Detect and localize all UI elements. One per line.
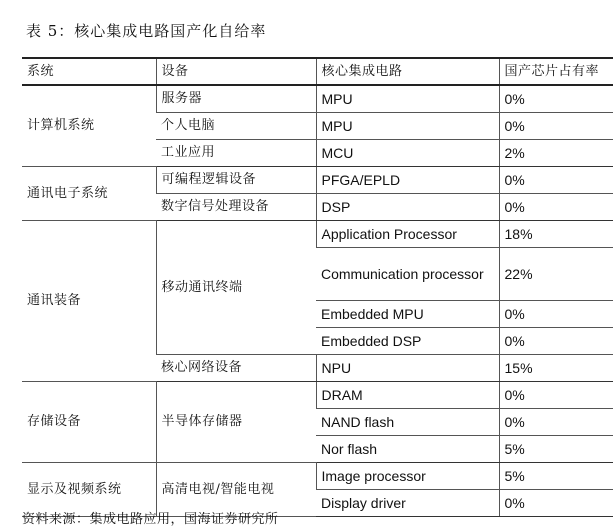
header-domestic-share: 国产芯片占有率 bbox=[499, 58, 613, 85]
chip-cell: MPU bbox=[316, 85, 499, 113]
device-cell: 个人电脑 bbox=[156, 113, 316, 140]
share-cell: 0% bbox=[499, 409, 613, 436]
share-cell: 2% bbox=[499, 140, 613, 167]
header-system: 系统 bbox=[22, 58, 156, 85]
device-cell: 服务器 bbox=[156, 85, 316, 113]
chip-cell: Embedded DSP bbox=[316, 328, 499, 355]
chip-cell: Image processor bbox=[316, 463, 499, 490]
table-title: 表 5：核心集成电路国产化自给率 bbox=[26, 22, 267, 40]
chip-cell: DRAM bbox=[316, 382, 499, 409]
system-cell: 存储设备 bbox=[22, 382, 156, 463]
share-cell: 0% bbox=[499, 194, 613, 221]
chip-cell: Application Processor bbox=[316, 221, 499, 248]
share-cell: 0% bbox=[499, 167, 613, 194]
chip-cell: Nor flash bbox=[316, 436, 499, 463]
chip-cell: DSP bbox=[316, 194, 499, 221]
share-cell: 0% bbox=[499, 301, 613, 328]
header-core-ic: 核心集成电路 bbox=[316, 58, 499, 85]
share-cell: 22% bbox=[499, 248, 613, 301]
table-header-row bbox=[22, 58, 613, 85]
table-row bbox=[22, 463, 613, 490]
table-row bbox=[22, 85, 613, 113]
system-cell: 通讯电子系统 bbox=[22, 167, 156, 221]
chip-cell: NPU bbox=[316, 355, 499, 382]
share-cell: 5% bbox=[499, 436, 613, 463]
device-cell: 高清电视/智能电视 bbox=[156, 463, 316, 517]
system-cell: 显示及视频系统 bbox=[22, 463, 156, 517]
chip-cell: PFGA/EPLD bbox=[316, 167, 499, 194]
chip-cell: NAND flash bbox=[316, 409, 499, 436]
device-cell: 数字信号处理设备 bbox=[156, 194, 316, 221]
system-cell: 通讯装备 bbox=[22, 221, 156, 382]
share-cell: 15% bbox=[499, 355, 613, 382]
device-cell: 半导体存储器 bbox=[156, 382, 316, 463]
share-cell: 5% bbox=[499, 463, 613, 490]
device-cell: 核心网络设备 bbox=[156, 355, 316, 382]
device-cell: 工业应用 bbox=[156, 140, 316, 167]
device-cell: 可编程逻辑设备 bbox=[156, 167, 316, 194]
header-device: 设备 bbox=[156, 58, 316, 85]
table-row bbox=[22, 382, 613, 409]
chip-cell: Display driver bbox=[316, 490, 499, 517]
share-cell: 0% bbox=[499, 328, 613, 355]
chip-cell: Communication processor bbox=[316, 248, 499, 301]
chip-cell: MCU bbox=[316, 140, 499, 167]
table-row bbox=[22, 221, 613, 248]
system-cell: 计算机系统 bbox=[22, 85, 156, 167]
chip-localization-table bbox=[22, 57, 613, 517]
share-cell: 0% bbox=[499, 382, 613, 409]
table-row bbox=[22, 167, 613, 194]
share-cell: 18% bbox=[499, 221, 613, 248]
chip-cell: Embedded MPU bbox=[316, 301, 499, 328]
share-cell: 0% bbox=[499, 113, 613, 140]
share-cell: 0% bbox=[499, 490, 613, 517]
source-note: 资料来源：集成电路应用，国海证券研究所 bbox=[22, 512, 279, 527]
share-cell: 0% bbox=[499, 85, 613, 113]
device-cell: 移动通讯终端 bbox=[156, 221, 316, 355]
chip-cell: MPU bbox=[316, 113, 499, 140]
